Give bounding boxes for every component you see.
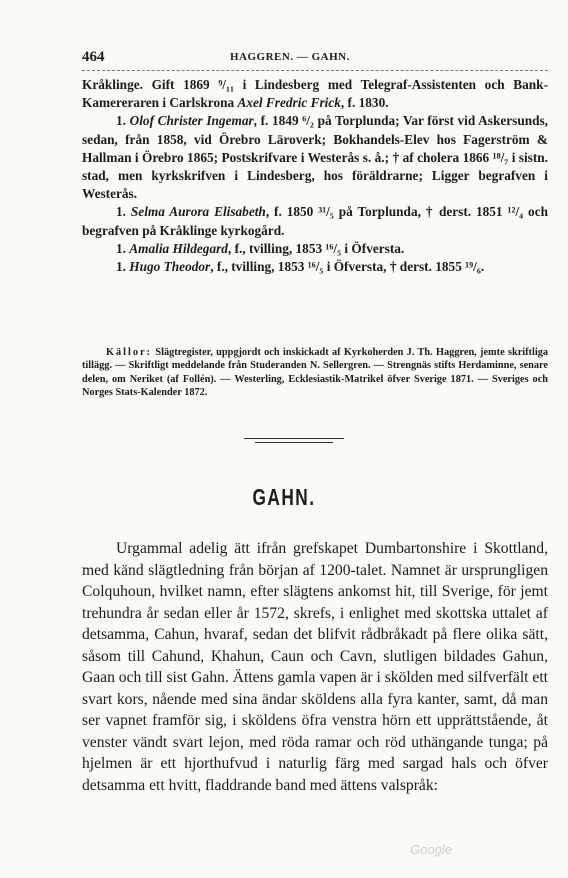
person-name: Amalia Hildegard xyxy=(129,240,228,256)
running-head: HAGGREN. — GAHN. xyxy=(230,51,350,63)
person-name: Axel Fredric Frick xyxy=(237,95,341,111)
entry-paragraph: Kråklinge. Gift 1869 ⁹/₁₁ i Lindesberg med Telegraf-Assistenten och Bank-Kamereraren i Carlskrona Axel Fredric Frick, f. 1830. xyxy=(82,77,548,111)
entry-paragraph: 1. Hugo Theodor, f., tvilling, 1853 ¹⁶/₅ i Öfversta, † derst. 1855 ¹⁹/₆. xyxy=(116,259,485,275)
page-number: 464 xyxy=(82,49,105,65)
header-rule xyxy=(82,70,548,71)
sources-note xyxy=(82,346,548,399)
section-body xyxy=(82,538,548,796)
genealogy-entries xyxy=(82,76,548,276)
section-divider xyxy=(255,442,333,443)
page-header xyxy=(82,49,550,65)
person-name: Selma Aurora Elisabeth xyxy=(130,204,266,220)
section-title: GAHN. xyxy=(252,484,316,510)
scan-watermark: Google xyxy=(410,842,452,857)
entry-paragraph: 1. Olof Christer Ingemar, f. 1849 ⁶/₂ på Torplunda; Var först vid Askersunds, sedan, från 1858, vid Örebro Läroverk; Bokhandels-Elev hos Fagerström & Hallman i Örebro 1865; Postskrifvare i Westerås s. å.; † af cholera 1866 ¹⁸/₇ i sistn. stad, men kyrkskrifven i Lindesberg, hos föräldrarne; Ligger begrafven i Westerås. xyxy=(82,113,549,202)
entry-paragraph: 1. Selma Aurora Elisabeth, f. 1850 ³¹/₅ på Torplunda, † derst. 1851 ¹²/₄ och begrafven på Kråklinge kyrkogård. xyxy=(82,204,548,238)
entry-paragraph: 1. Amalia Hildegard, f., tvilling, 1853 ¹⁶/₅ i Öfversta. xyxy=(116,240,405,256)
section-divider xyxy=(244,438,344,439)
body-paragraph: Urgammal adelig ätt ifrån grefskapet Dumbartonshire i Skottland, med känd slägtledning från början af 1200-talet. Namnet är ursprungligen Colquhoun, hvilket namn, efter slägtens ankomst hit, till Sverige, för jemt trehundra år sedan eller år 1572, skrefs, i enlighet med skottska uttalet af detsamma, Cahun, hvaraf, sedan det blifvit rådbråkadt på flere olika sätt, såsom till Cahund, Khahun, Caun och Cavn, slutligen bildades Gahun, Gaan och till sist Gahn. Ättens gamla vapen är i skölden med silfverfält ett svart kors, nående med sina ändar sköldens alla fyra kanter, samt, då man ser vapnet framför sig, i sköldens öfra venstra hörn ett upprättstående, åt venster vändt svart lejon, med röda ramar och röd uthängande tunga; på hjelmen är ett hjorthufvud i naturlig färg med sargad hals och öfver detsamma ett hvitt, fladdrande band med ättens valspråk: xyxy=(82,540,548,794)
sources-text: Slägtregister, uppgjordt och inskickadt af Kyrkoherden J. Th. Haggren, jemte skriftliga tillägg. — Skriftligt meddelande från Studeranden N. Sellergren. — Strengnäs stifts Herdaminne, senare delen, om Neriket (af Follén). — Westerling, Ecklesiastik-Matrikel öfver Sverige 1871. — Sveriges och Norges Stats-Kalender 1872. xyxy=(82,347,548,398)
person-name: Olof Christer Ingemar xyxy=(129,113,254,129)
sources-label: Källor: xyxy=(106,347,153,358)
person-name: Hugo Theodor xyxy=(129,259,211,275)
